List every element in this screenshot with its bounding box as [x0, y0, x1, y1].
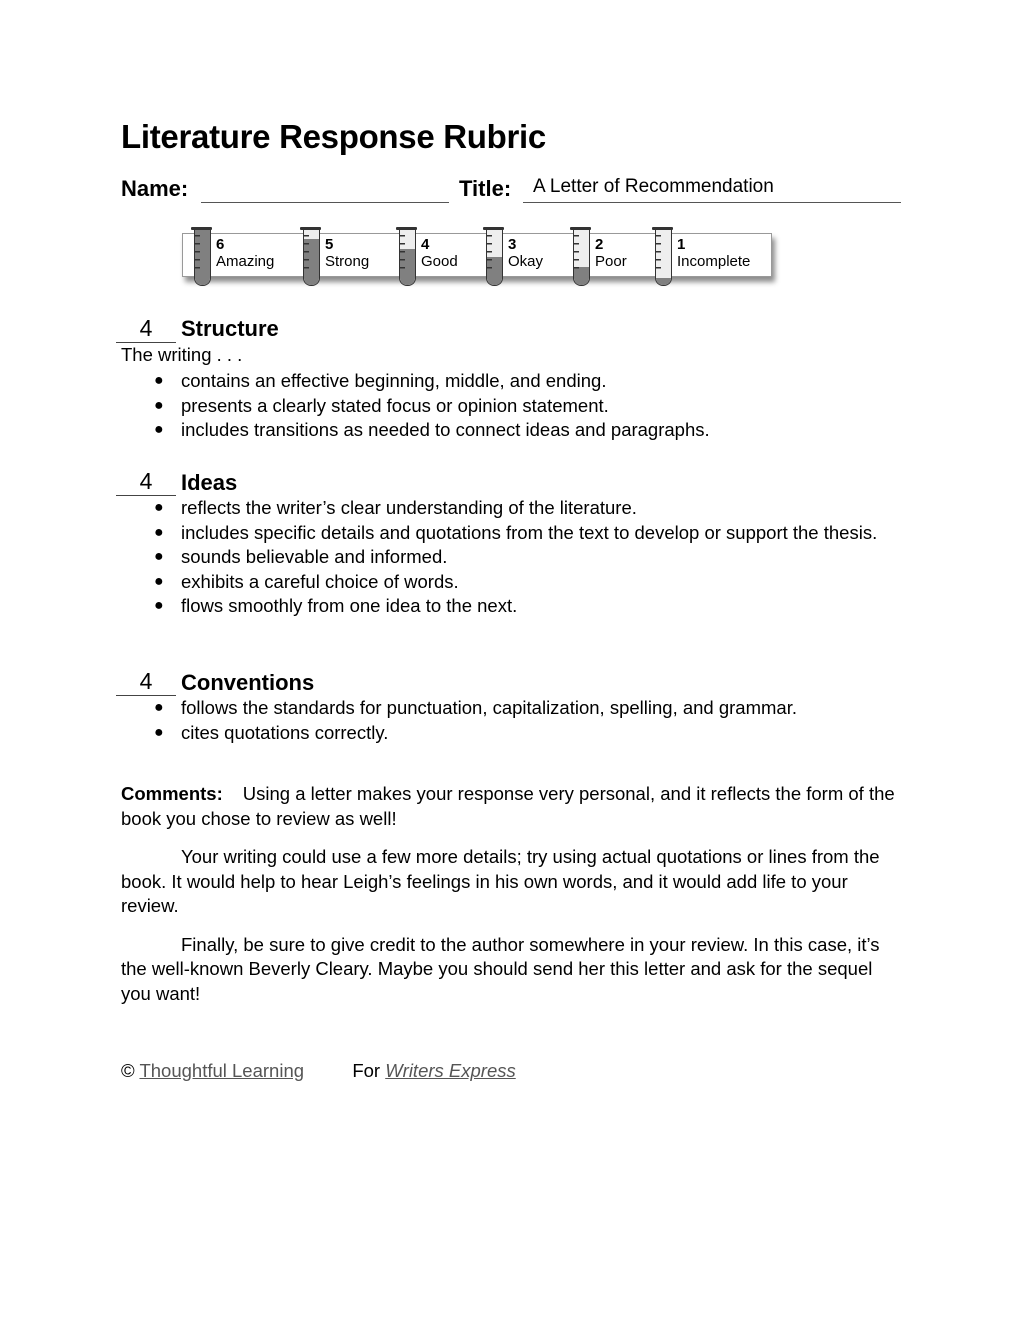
tube-rim	[570, 227, 591, 230]
test-tube-icon	[486, 229, 503, 286]
bullet-icon: ●	[154, 723, 164, 741]
bullet-icon: ●	[154, 372, 164, 389]
ideas-heading: Ideas	[181, 470, 238, 495]
section-ideas	[116, 467, 906, 647]
list-item	[116, 521, 906, 546]
scale-number: 3	[508, 236, 517, 253]
scale-number: 2	[595, 236, 604, 253]
structure-criteria	[116, 369, 906, 443]
comment-paragraph	[121, 845, 901, 919]
tube-rim	[300, 227, 321, 230]
conventions-heading: Conventions	[181, 670, 315, 695]
list-item	[116, 394, 906, 419]
tube-rim	[652, 227, 673, 230]
criterion-text: flows smoothly from one idea to the next.	[181, 595, 518, 616]
comments-label: Comments:	[121, 783, 223, 804]
section-conventions	[116, 667, 906, 752]
criterion-text: exhibits a careful choice of words.	[181, 570, 459, 592]
structure-score[interactable]: 4	[116, 314, 176, 343]
copyright-icon: ©	[121, 1060, 135, 1081]
list-item	[116, 496, 906, 521]
name-field[interactable]	[201, 202, 449, 203]
structure-intro: The writing . . .	[121, 344, 243, 365]
comment-text: Finally, be sure to give credit to the author somewhere in your review. In this case, it’s the well-known Beverly Cleary. Maybe you should send her this letter and ask for the sequel you want!	[121, 933, 880, 1004]
comment-paragraph	[121, 782, 901, 831]
test-tube-icon	[399, 229, 416, 286]
list-item	[116, 721, 906, 746]
bullet-icon: ●	[154, 396, 164, 414]
scale-word: Incomplete	[677, 253, 751, 270]
bullet-icon: ●	[154, 699, 164, 716]
test-tube-icon	[194, 229, 211, 286]
tube-rim	[396, 227, 417, 230]
tube-rim	[191, 227, 212, 230]
scale-number: 5	[325, 236, 334, 253]
footer	[121, 1060, 516, 1082]
bullet-icon: ●	[154, 597, 164, 614]
writers-express-text: Writers Express	[385, 1060, 516, 1081]
bullet-icon: ●	[154, 499, 164, 516]
header-fields	[121, 170, 901, 206]
test-tube-icon	[655, 229, 672, 286]
rating-scale	[182, 229, 782, 289]
bullet-icon: ●	[154, 523, 164, 541]
page-title: Literature Response Rubric	[121, 118, 546, 155]
list-item	[116, 545, 906, 570]
thoughtful-learning-link[interactable]: Thoughtful Learning	[139, 1060, 305, 1081]
tube-rim	[483, 227, 504, 230]
list-item	[116, 418, 906, 443]
scale-number: 6	[216, 236, 225, 253]
criterion-text: cites quotations correctly.	[181, 721, 389, 743]
conventions-criteria	[116, 696, 906, 745]
criterion-text: sounds believable and informed.	[181, 546, 448, 567]
section-structure	[116, 314, 906, 444]
list-item	[116, 594, 906, 619]
bullet-icon: ●	[154, 572, 164, 590]
criterion-text: includes transitions as needed to connect ideas and paragraphs.	[181, 419, 710, 440]
conventions-score[interactable]: 4	[116, 667, 176, 696]
scale-word: Okay	[508, 253, 544, 270]
scale-number: 4	[421, 236, 430, 253]
criterion-text: contains an effective beginning, middle, and ending.	[181, 370, 607, 391]
scale-word: Good	[421, 253, 458, 270]
writers-express-link[interactable]	[385, 1060, 516, 1081]
criterion-text: includes specific details and quotations from the text to develop or support the thesis.	[181, 521, 878, 543]
ideas-score[interactable]: 4	[116, 467, 176, 496]
title-value: A Letter of Recommendation	[533, 176, 774, 197]
criterion-text: reflects the writer’s clear understanding of the literature.	[181, 497, 637, 518]
comment-paragraph	[121, 933, 901, 1007]
criterion-text: follows the standards for punctuation, capitalization, spelling, and grammar.	[181, 697, 797, 718]
name-label: Name:	[121, 176, 189, 201]
structure-heading: Structure	[181, 316, 279, 341]
bullet-icon: ●	[154, 421, 164, 438]
title-label: Title:	[459, 176, 512, 201]
test-tube-icon	[303, 229, 320, 286]
test-tube-icon	[573, 229, 590, 286]
comment-text: Your writing could use a few more details; try using actual quotations or lines from the book. It would help to hear Leigh’s feelings in his own words, and it would add life to your review.	[121, 846, 880, 916]
scale-word: Strong	[325, 253, 370, 270]
scale-word: Poor	[595, 253, 627, 270]
list-item	[116, 570, 906, 595]
comments-block	[121, 782, 901, 1020]
list-item	[116, 696, 906, 721]
scale-word: Amazing	[216, 253, 275, 270]
for-label: For	[352, 1060, 381, 1081]
ideas-criteria	[116, 496, 906, 619]
bullet-icon: ●	[154, 548, 164, 565]
list-item	[116, 369, 906, 394]
scale-number: 1	[677, 236, 686, 253]
title-field[interactable]	[523, 202, 901, 203]
comment-text: Using a letter makes your response very personal, and it reflects the form of the book you chose to review as well!	[121, 783, 895, 829]
criterion-text: presents a clearly stated focus or opinion statement.	[181, 394, 609, 416]
